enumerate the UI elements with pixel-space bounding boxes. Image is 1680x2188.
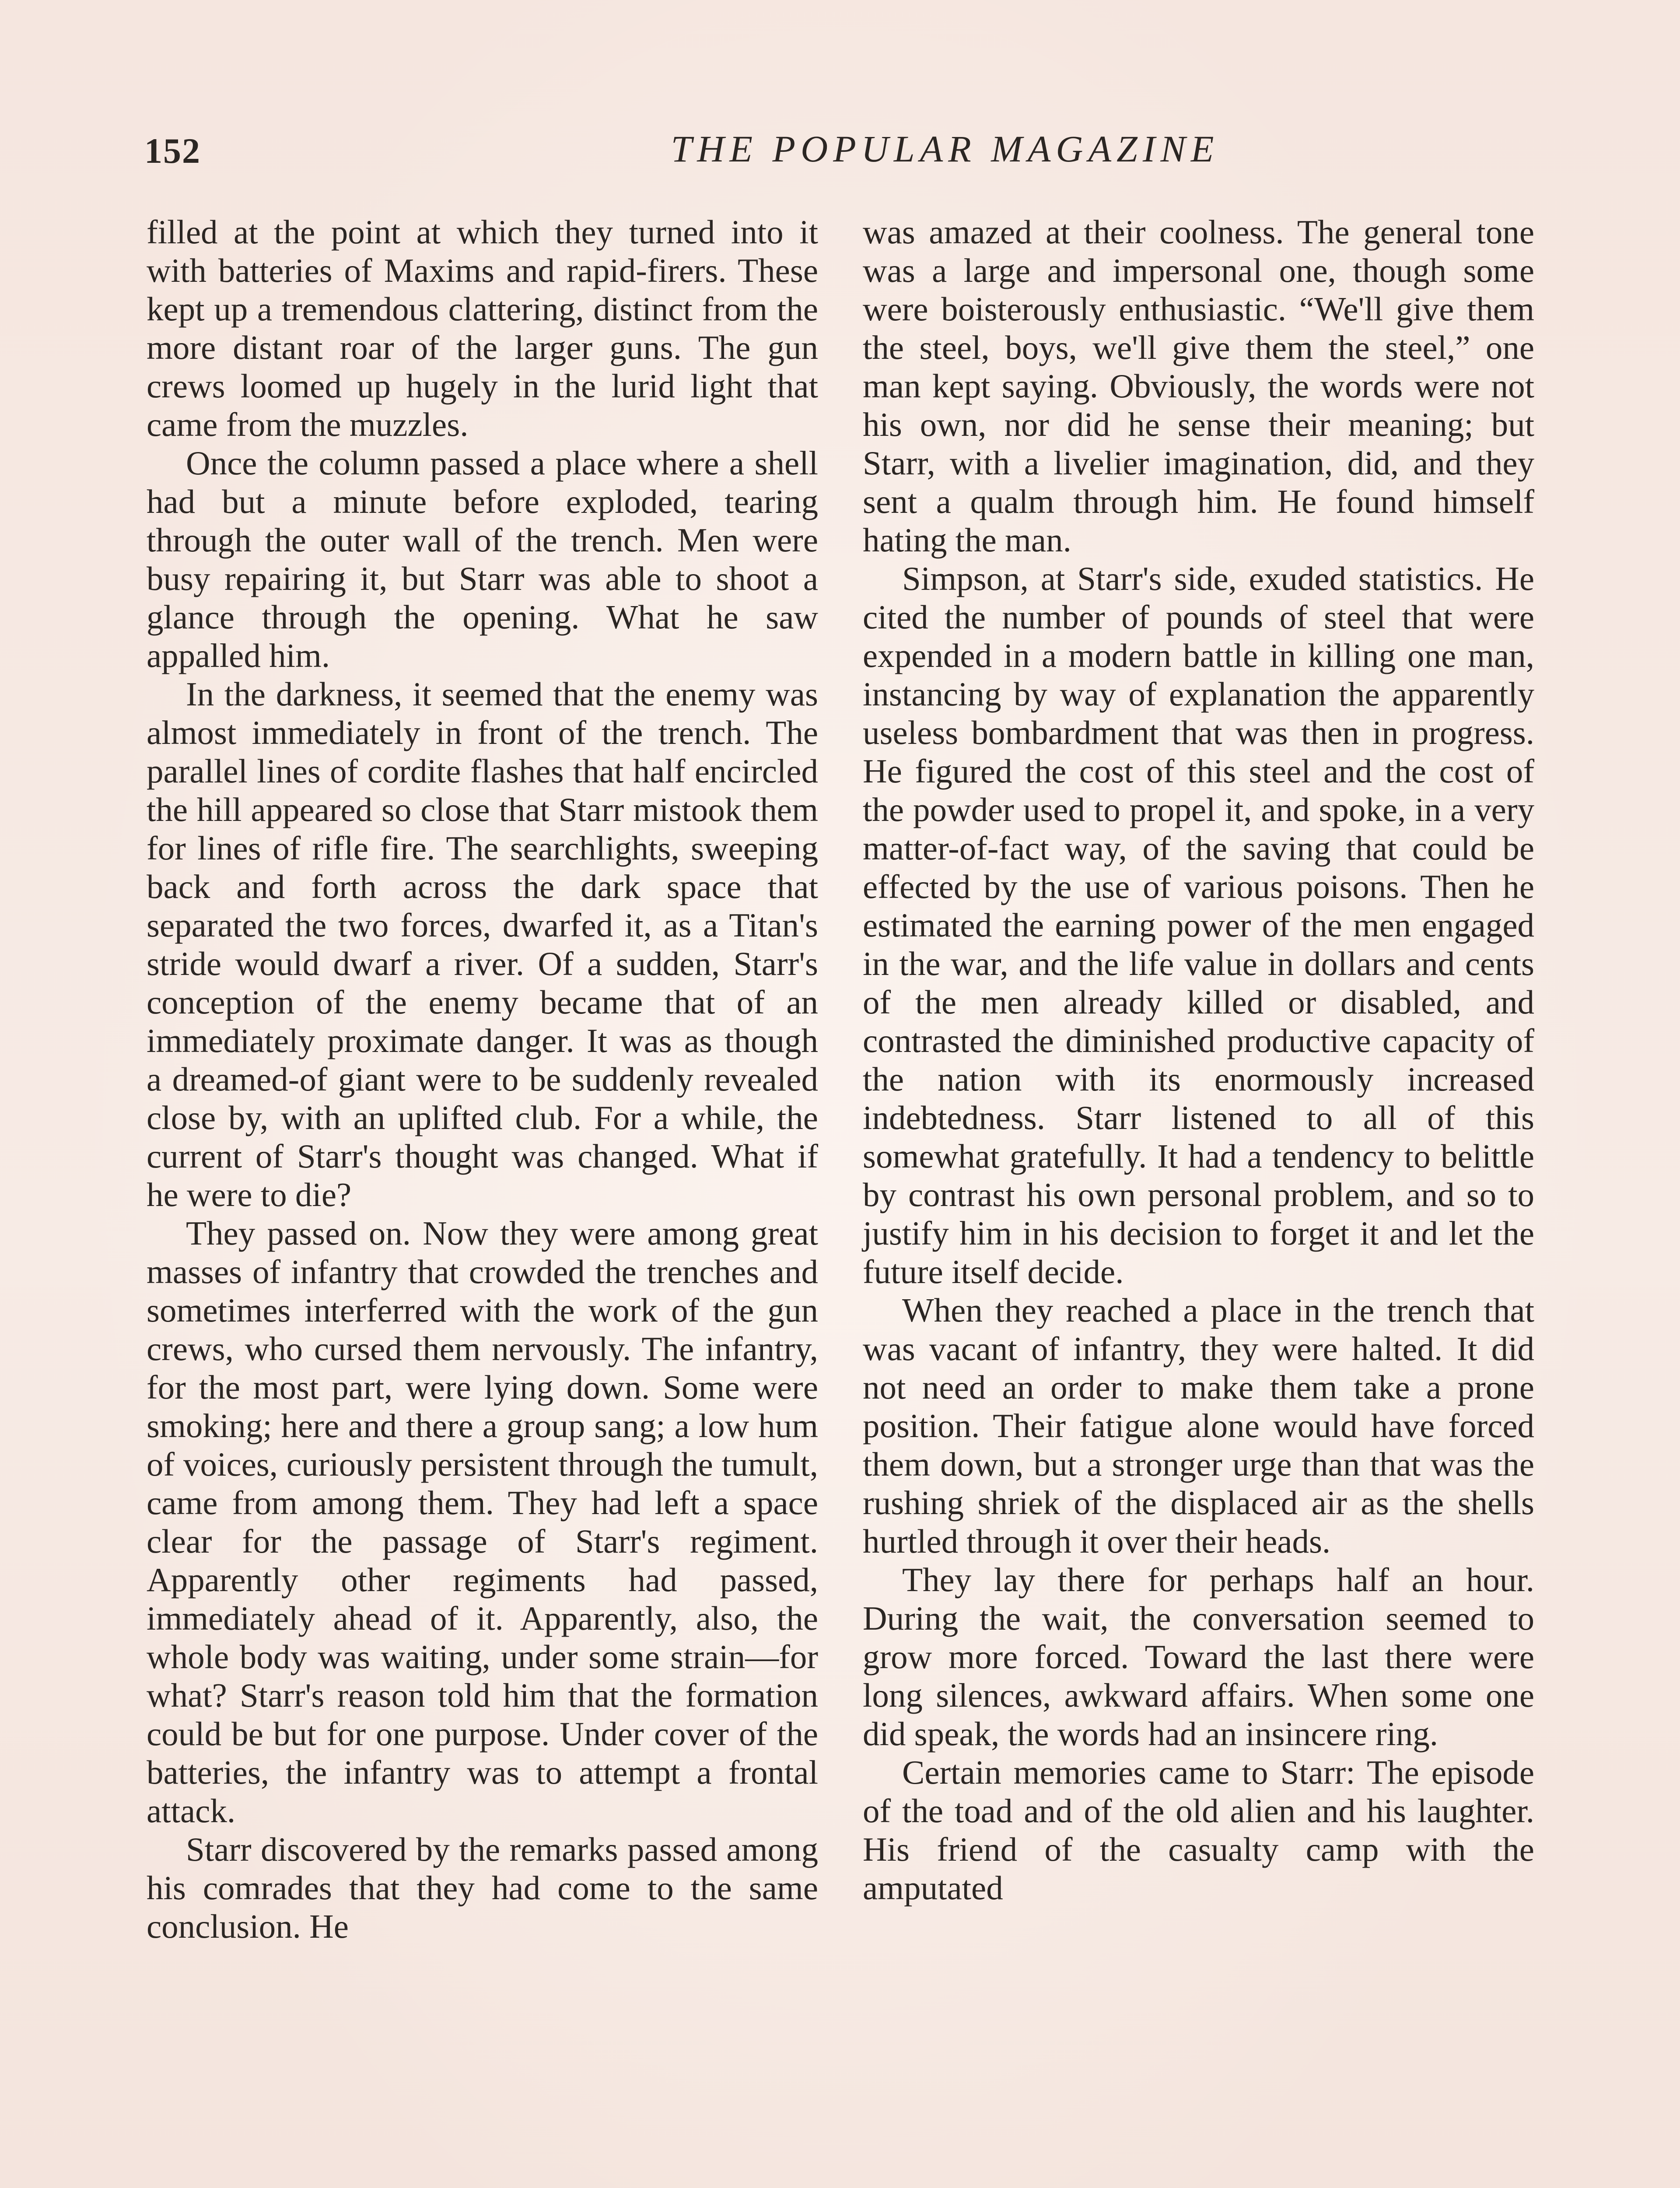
magazine-title: THE POPULAR MAGAZINE — [671, 128, 1219, 170]
paragraph: They lay there for perhaps half an hour. During the wait, the conversation seemed to grow more forced. Toward the last there were long silences, awkward affairs. When some one did speak, the words had an insincere ring. — [863, 1561, 1534, 1753]
paragraph: When they reached a place in the trench that was vacant of infantry, they were halted. It did not need an order to make them take a prone position. Their fatigue alone would have forced them down, but a stronger urge than that was the rushing shriek of the displaced air as the shells hurtled through it over their heads. — [863, 1291, 1534, 1560]
paragraph: In the darkness, it seemed that the enemy was almost immediately in front of the trench. The parallel lines of cordite flashes that half encircled the hill appeared so close that Starr mistook them for lines of rifle fire. The searchlights, sweeping back and forth across the dark space that separated the two forces, dwarfed it, as a Titan's stride would dwarf a river. Of a sudden, Starr's conception of the enemy became that of an immediately proximate danger. It was as though a dreamed-of giant were to be suddenly revealed close by, with an uplifted club. For a while, the current of Starr's thought was changed. What if he were to die? — [147, 675, 818, 1213]
page-header — [144, 127, 1544, 184]
paragraph: Once the column passed a place where a shell had but a minute before exploded, tearing through the outer wall of the trench. Men were busy repairing it, but Starr was able to shoot a glance through the opening. What he saw appalled him. — [147, 444, 818, 674]
paragraph: Certain memories came to Starr: The episode of the toad and of the old alien and his laughter. His friend of the casualty camp with the amputated — [863, 1753, 1534, 1907]
left-text-column — [147, 213, 818, 1946]
right-text-column — [863, 213, 1534, 1907]
paragraph: Simpson, at Starr's side, exuded statistics. He cited the number of pounds of steel that were expended in a modern battle in killing one man, instancing by way of explanation the apparently useless bombardment that was then in progress. He figured the cost of this steel and the cost of the powder used to propel it, and spoke, in a very matter-of-fact way, of the saving that could be effected by the use of various poisons. Then he estimated the earning power of the men engaged in the war, and the life value in dollars and cents of the men already killed or disabled, and contrasted the diminished productive capacity of the nation with its enormously increased indebtedness. Starr listened to all of this somewhat gratefully. It had a tendency to belittle by contrast his own personal problem, and so to justify him in his decision to forget it and let the future itself decide. — [863, 560, 1534, 1290]
paragraph: Starr discovered by the remarks passed among his comrades that they had come to the same conclusion. He — [147, 1830, 818, 1945]
page-number: 152 — [144, 131, 201, 171]
paragraph: was amazed at their coolness. The general tone was a large and impersonal one, though some were boisterously enthusiastic. “We'll give them the steel, boys, we'll give them the steel,” one man kept saying. Obviously, the words were not his own, nor did he sense their meaning; but Starr, with a livelier imagination, did, and they sent a qualm through him. He found himself hating the man. — [863, 213, 1534, 559]
paragraph: They passed on. Now they were among great masses of infantry that crowded the trenches and sometimes interferred with the work of the gun crews, who cursed them nervously. The infantry, for the most part, were lying down. Some were smoking; here and there a group sang; a low hum of voices, curiously persistent through the tumult, came from among them. They had left a space clear for the passage of Starr's regiment. Apparently other regiments had passed, immediately ahead of it. Apparently, also, the whole body was waiting, under some strain—for what? Starr's reason told him that the formation could be but for one purpose. Under cover of the batteries, the infantry was to attempt a frontal attack. — [147, 1214, 818, 1830]
paragraph: filled at the point at which they turned into it with batteries of Maxims and rapid-firers. These kept up a tremendous clattering, distinct from the more distant roar of the larger guns. The gun crews loomed up hugely in the lurid light that came from the muzzles. — [147, 213, 818, 443]
